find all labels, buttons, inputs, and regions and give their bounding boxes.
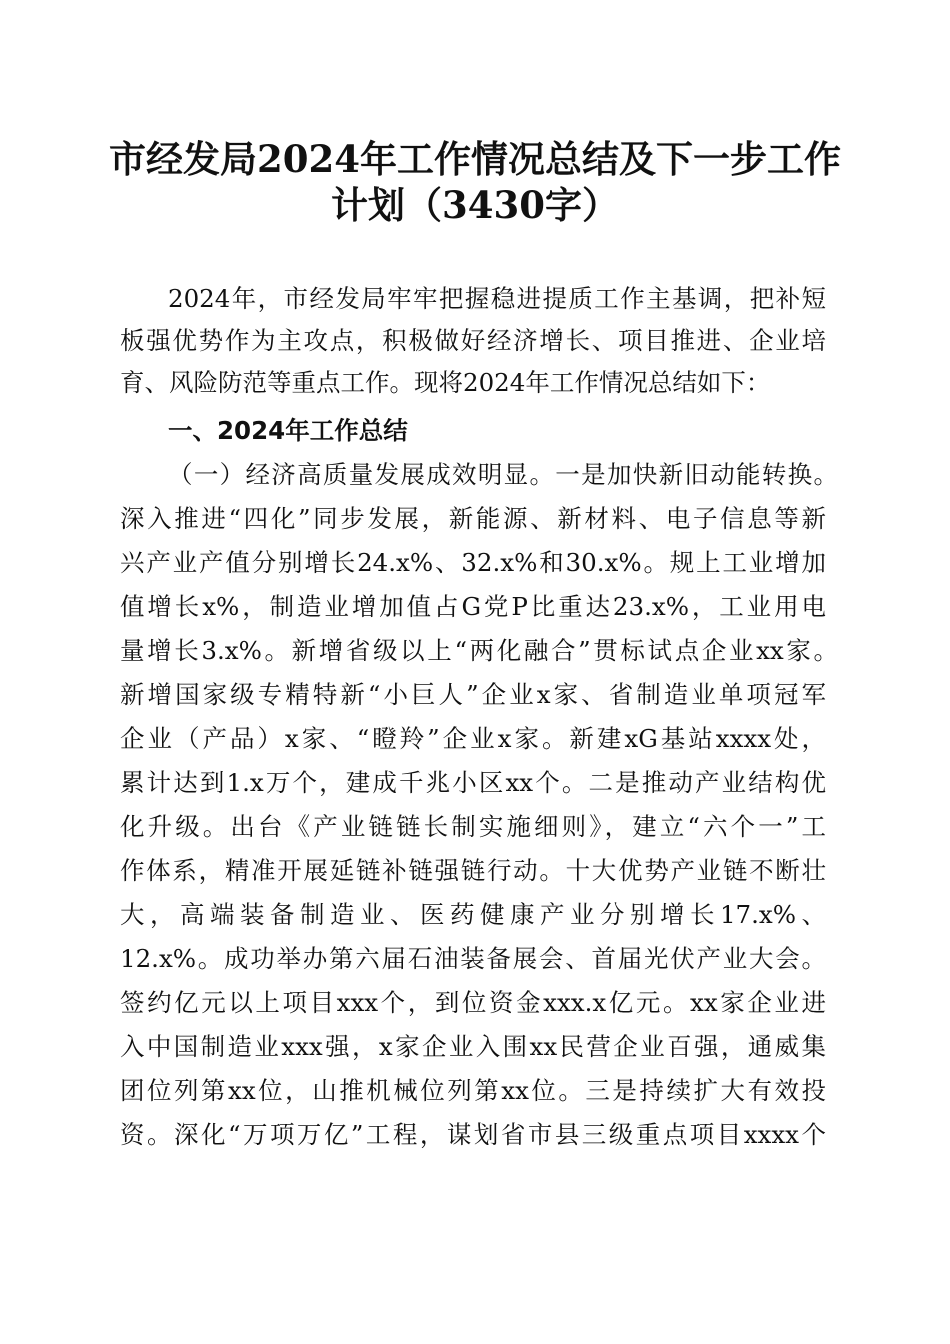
body-line-15: 团位列第xx位，山推机械位列第xx位。三是持续扩大有效投 [120, 1076, 826, 1105]
body-line-16: 资。深化“万项万亿”工程，谋划省市县三级重点项目xxxx个 [120, 1120, 826, 1149]
document-title-line-1: 市经发局2024年工作情况总结及下一步工作 [109, 137, 841, 181]
body-line-1: （一）经济高质量发展成效明显。一是加快新旧动能转换。 [168, 460, 838, 489]
body-line-4: 值增长x%，制造业增加值占G党P比重达23.x%，工业用电 [120, 592, 826, 621]
body-line-5: 量增长3.x%。新增省级以上“两化融合”贯标试点企业xx家。 [120, 636, 838, 665]
body-line-9: 化升级。出台《产业链链长制实施细则》，建立“六个一”工 [120, 812, 826, 841]
intro-line-2: 板强优势作为主攻点，积极做好经济增长、项目推进、企业培 [120, 326, 826, 355]
body-line-8: 累计达到1.x万个，建成千兆小区xx个。二是推动产业结构优 [120, 768, 826, 797]
body-line-11: 大，高端装备制造业、医药健康产业分别增长17.x%、 [120, 900, 826, 929]
body-line-14: 入中国制造业xxx强，x家企业入围xx民营企业百强，通威集 [120, 1032, 826, 1061]
body-line-2: 深入推进“四化”同步发展，新能源、新材料、电子信息等新 [120, 504, 826, 533]
body-line-6: 新增国家级专精特新“小巨人”企业x家、省制造业单项冠军 [120, 680, 826, 709]
section-heading: 一、2024年工作总结 [168, 416, 408, 445]
body-line-7: 企业（产品）x家、“瞪羚”企业x家。新建xG基站xxxx处， [120, 724, 826, 753]
body-line-13: 签约亿元以上项目xxx个，到位资金xxx.x亿元。xx家企业进 [120, 988, 826, 1017]
intro-line-1: 2024年，市经发局牢牢把握稳进提质工作主基调，把补短 [168, 284, 826, 313]
body-line-10: 作体系，精准开展延链补链强链行动。十大优势产业链不断壮 [120, 856, 826, 885]
body-line-12: 12.x%。成功举办第六届石油装备展会、首届光伏产业大会。 [120, 944, 826, 973]
intro-line-3: 育、风险防范等重点工作。现将2024年工作情况总结如下： [120, 368, 771, 397]
document-title-line-2: 计划（3430字） [331, 183, 619, 227]
body-line-3: 兴产业产值分别增长24.x%、32.x%和30.x%。规上工业增加 [120, 548, 826, 577]
